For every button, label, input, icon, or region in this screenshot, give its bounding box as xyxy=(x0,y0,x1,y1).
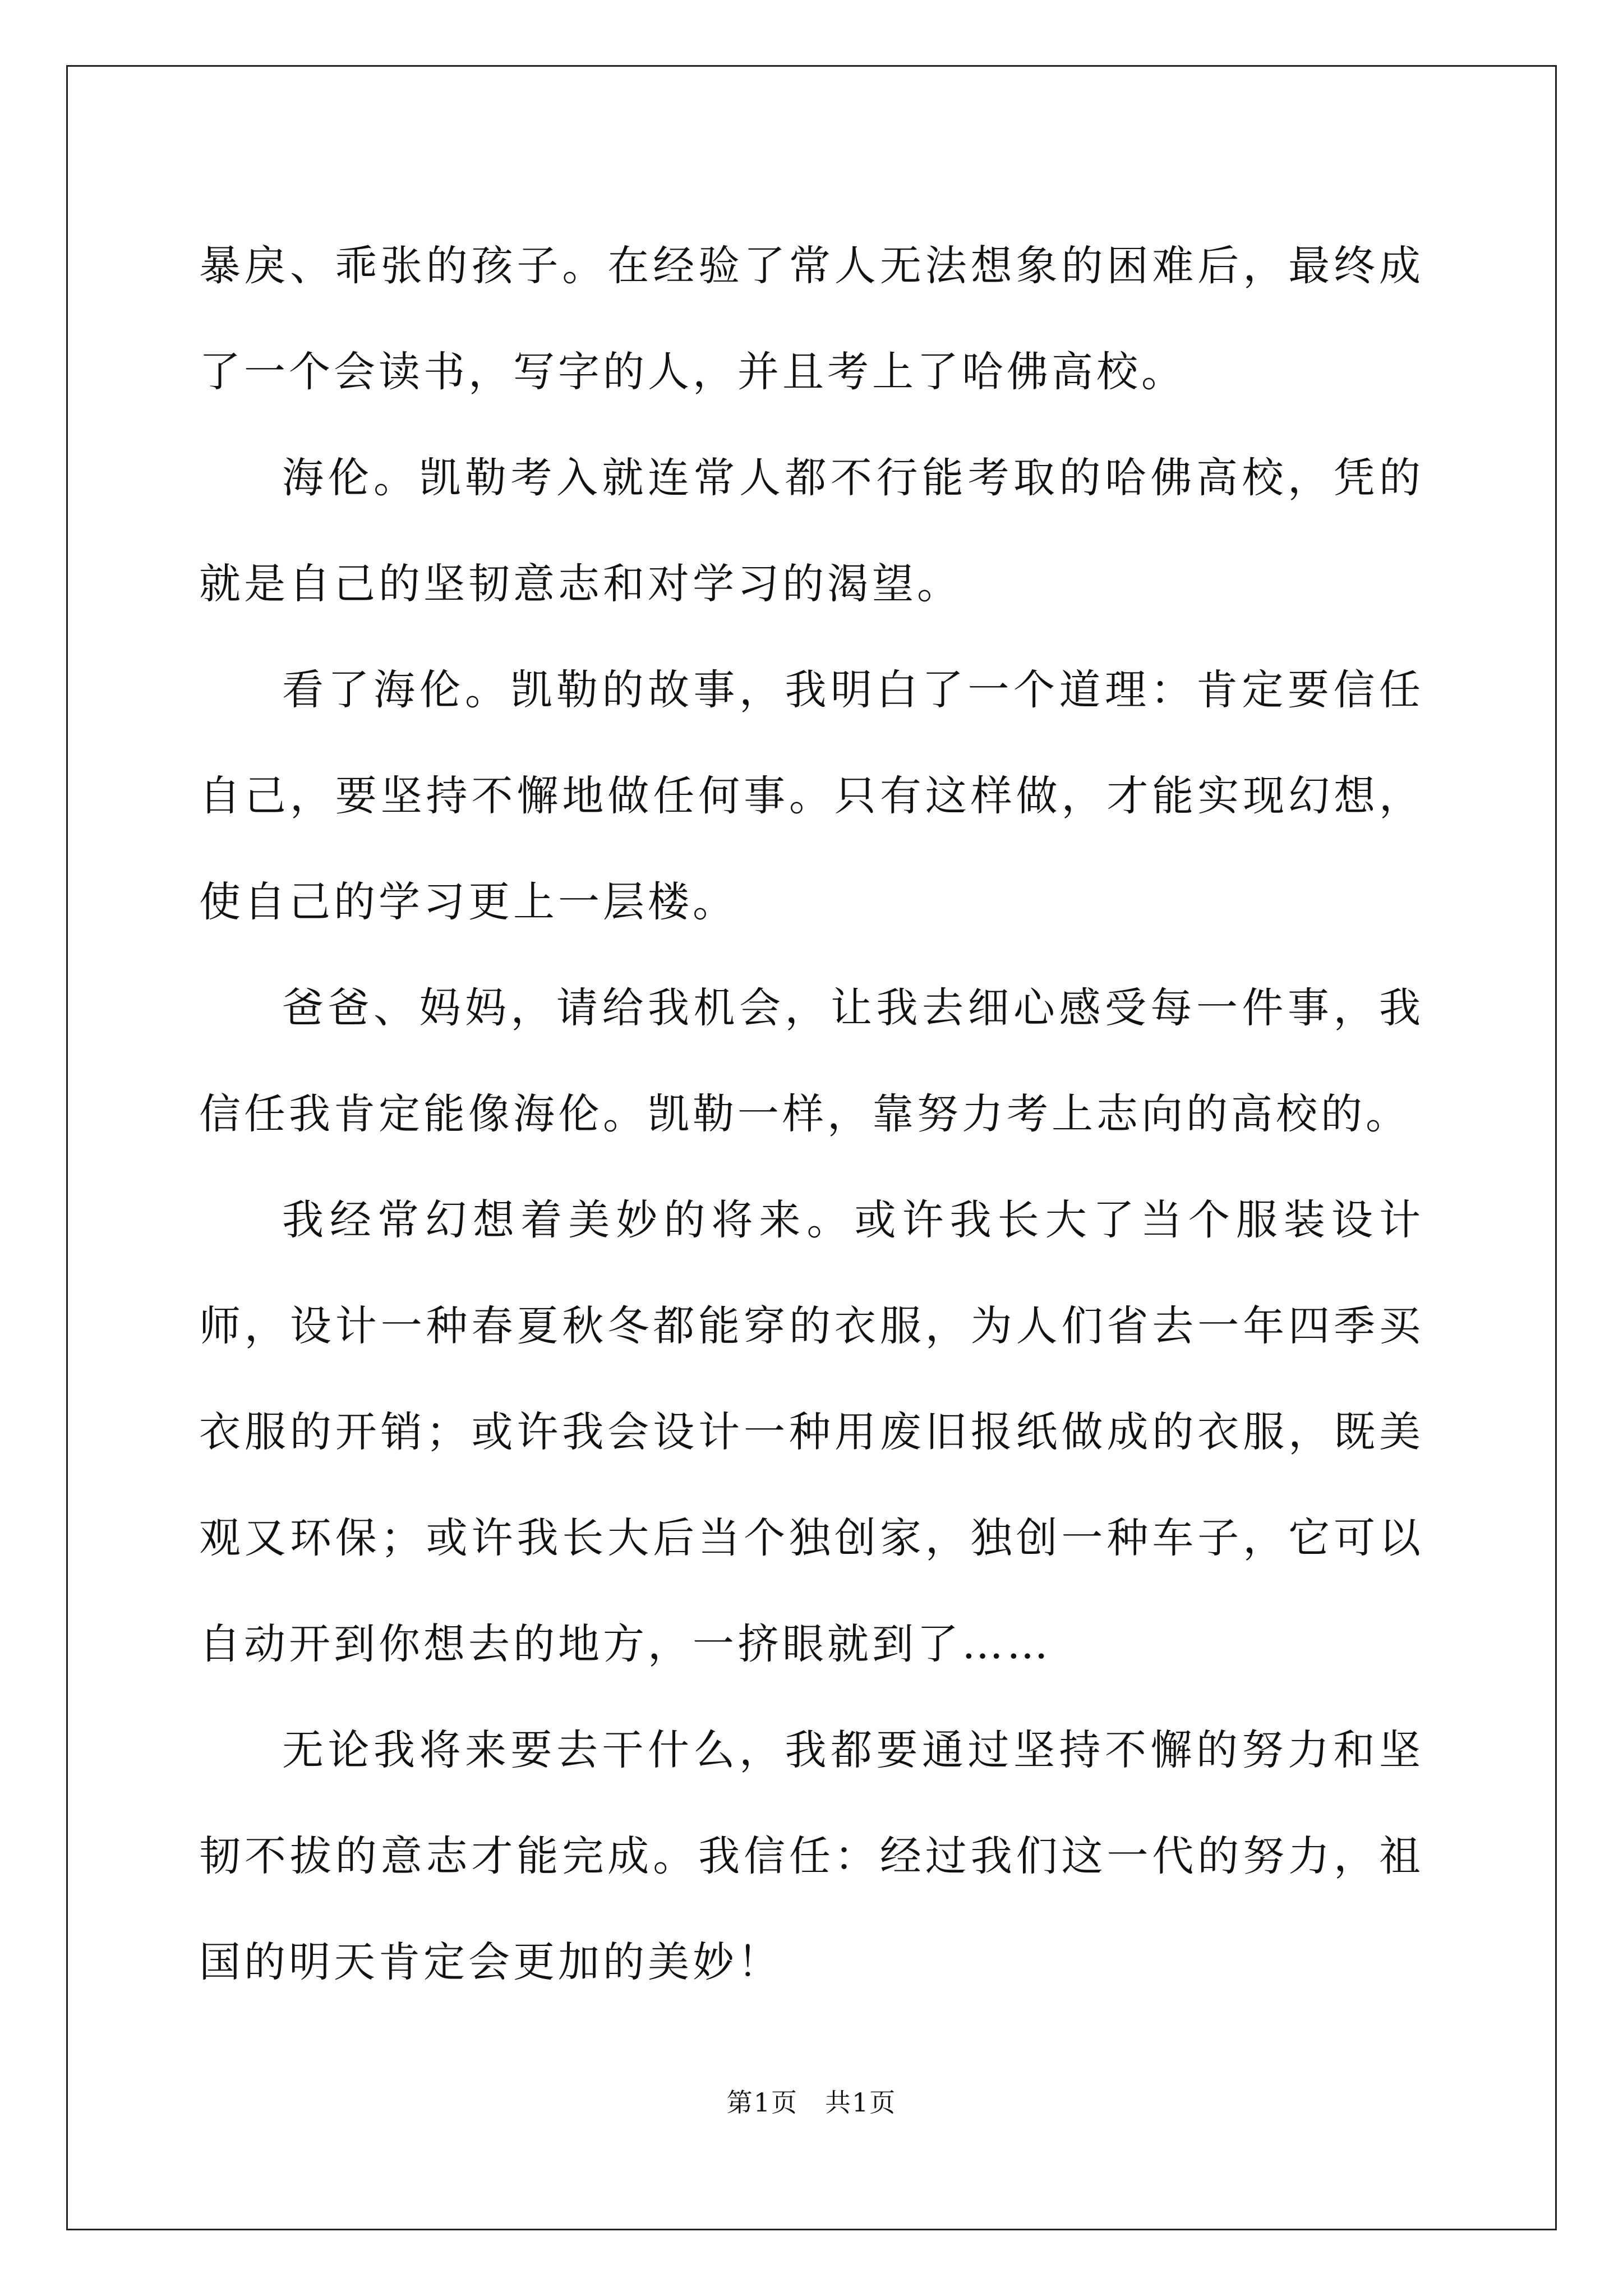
paragraph-3: 看了海伦。凯勒的故事，我明白了一个道理：肯定要信任自己，要坚持不懈地做任何事。只有这样做，才能实现幻想，使自己的学习更上一层楼。 xyxy=(199,666,1424,926)
paragraph-2: 海伦。凯勒考入就连常人都不行能考取的哈佛高校，凭的就是自己的坚韧意志和对学习的渴望。 xyxy=(199,454,1424,608)
paragraph-1: 暴戾、乖张的孩子。在经验了常人无法想象的困难后，最终成了一个会读书，写字的人，并且考上了哈佛高校。 xyxy=(199,242,1424,396)
page-number-footer: 第1页 共1页 xyxy=(726,2087,897,2118)
paragraph-5: 我经常幻想着美妙的将来。或许我长大了当个服装设计师，设计一种春夏秋冬都能穿的衣服，为人们省去一年四季买衣服的开销；或许我会设计一种用废旧报纸做成的衣服，既美观又环保；或许我长大后当个独创家，独创一种车子，它可以自动开到你想去的地方，一挤眼就到了…… xyxy=(199,1196,1424,1668)
document-body xyxy=(199,213,1424,2016)
paragraph-4: 爸爸、妈妈，请给我机会，让我去细心感受每一件事，我信任我肯定能像海伦。凯勒一样，靠努力考上志向的高校的。 xyxy=(199,984,1424,1138)
paragraph-6: 无论我将来要去干什么，我都要通过坚持不懈的努力和坚韧不拔的意志才能完成。我信任：经过我们这一代的努力，祖国的明天肯定会更加的美妙！ xyxy=(199,1726,1424,1986)
